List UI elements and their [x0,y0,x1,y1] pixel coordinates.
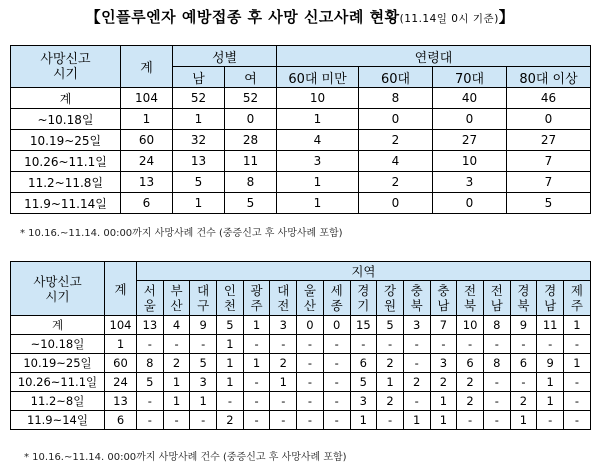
header-region-10 [403,281,430,316]
cell-value: - [457,411,484,430]
table-row [11,373,591,392]
table-row [11,109,591,130]
header-region-3 [217,281,244,316]
cell-value: - [510,335,537,354]
cell-value: 52 [173,88,225,109]
region-char: 충 [437,283,450,298]
table-row [11,411,591,430]
cell-value: - [403,392,430,411]
cell-value: - [564,411,591,430]
header-region-12 [457,281,484,316]
cell-value: - [243,373,270,392]
header-region-9 [377,281,404,316]
cell-value: 2 [359,130,433,151]
cell-value: 1 [277,193,359,214]
cell-value: - [217,392,244,411]
region-char: 경 [544,283,557,298]
header-region-0 [137,281,164,316]
table-row [11,335,591,354]
cell-value: 1 [377,373,404,392]
cell-value: 1 [430,392,457,411]
cell-value: 1 [217,335,244,354]
header-region-2 [190,281,217,316]
header-sex: 성별 [173,46,277,67]
cell-value: 7 [507,151,591,172]
cell-value: - [270,335,297,354]
row-total: 104 [105,316,137,335]
cell-value: - [297,335,324,354]
cell-value: - [483,335,510,354]
header-region-7 [323,281,350,316]
cell-value: 1 [173,193,225,214]
cell-value: 3 [277,151,359,172]
table-by-sex-age [10,45,591,214]
row-period: 11.2~8일 [11,392,105,411]
cell-value: 8 [483,316,510,335]
header-period: 사망신고 시기 [11,262,105,316]
cell-value: - [297,392,324,411]
header-region-4 [243,281,270,316]
cell-value: 2 [510,392,537,411]
header-age: 연령대 [277,46,591,67]
cell-value: 3 [190,373,217,392]
cell-value: 10 [277,88,359,109]
title-close: 】 [498,8,515,26]
region-char: 전 [464,283,477,298]
cell-value: 5 [190,354,217,373]
region-char: 산 [303,298,316,313]
region-char: 세 [330,283,343,298]
row-total: 24 [105,373,137,392]
page-title [0,6,600,27]
table-row [11,316,591,335]
cell-value: 2 [377,392,404,411]
cell-value: - [190,335,217,354]
cell-value: - [190,411,217,430]
table-row [11,392,591,411]
cell-value: 24 [121,151,173,172]
cell-value: - [243,411,270,430]
table-row [11,151,591,172]
cell-value: 0 [359,109,433,130]
region-char: 주 [570,298,583,313]
table2-note: * 10.16.~11.14. 00:00까지 사망사례 건수 (중증신고 후 사망사례 포함) [24,452,347,463]
region-char: 대 [197,283,210,298]
cell-value: - [163,411,190,430]
cell-value: - [537,335,564,354]
title-sub: (11.14일 0시 기준) [399,13,499,25]
cell-value: 0 [433,109,507,130]
region-char: 충 [410,283,423,298]
cell-value: 15 [350,316,377,335]
cell-value: - [297,354,324,373]
cell-value: 27 [507,130,591,151]
table-row [11,354,591,373]
cell-value: - [403,335,430,354]
cell-value: 6 [121,193,173,214]
header-region-1 [163,281,190,316]
cell-value: - [430,335,457,354]
cell-value: 1 [243,316,270,335]
cell-value: 1 [217,373,244,392]
cell-value: - [323,354,350,373]
region-char: 주 [250,298,263,313]
cell-value: - [564,335,591,354]
cell-value: 8 [225,172,277,193]
cell-value: 1 [430,411,457,430]
row-total: 6 [105,411,137,430]
header-region-6 [297,281,324,316]
region-char: 남 [437,298,450,313]
cell-value: - [564,373,591,392]
region-char: 경 [517,283,530,298]
region-char: 강 [383,283,397,298]
cell-value: 11 [225,151,277,172]
region-char: 인 [223,283,236,298]
table-row [11,88,591,109]
cell-value: 0 [433,193,507,214]
cell-value: - [137,411,164,430]
cell-value: - [243,392,270,411]
cell-value: - [564,392,591,411]
cell-value: 32 [173,130,225,151]
cell-value: 3 [430,354,457,373]
cell-value: 1 [403,411,430,430]
cell-value: 1 [537,392,564,411]
header-age-3: 80대 이상 [507,67,591,88]
cell-value: 28 [225,130,277,151]
cell-value: 1 [350,411,377,430]
table-row [11,172,591,193]
region-char: 부 [170,283,183,298]
cell-value: 7 [430,316,457,335]
cell-value: 1 [243,354,270,373]
header-period: 사망신고 시기 [11,46,121,88]
header-region-13 [483,281,510,316]
cell-value: - [243,335,270,354]
cell-value: 3 [270,316,297,335]
cell-value: - [510,373,537,392]
cell-value: 1 [190,392,217,411]
cell-value: - [483,392,510,411]
header-total: 계 [105,262,137,316]
cell-value: 2 [430,373,457,392]
region-char: 종 [330,298,343,313]
region-char: 경 [357,283,370,298]
cell-value: 104 [121,88,173,109]
region-char: 기 [357,298,370,313]
header-age-1: 60대 [359,67,433,88]
table-row [11,193,591,214]
cell-value: 1 [277,172,359,193]
cell-value: - [323,373,350,392]
row-total: 13 [105,392,137,411]
cell-value: 1 [163,392,190,411]
cell-value: 6 [510,354,537,373]
cell-value: 9 [537,354,564,373]
cell-value: 0 [507,109,591,130]
title-main: 【인플루엔자 예방접종 후 사망 신고사례 현황 [85,8,400,26]
cell-value: 46 [507,88,591,109]
row-period: 11.9~11.14일 [11,193,121,214]
cell-value: 52 [225,88,277,109]
region-char: 구 [197,298,210,313]
cell-value: 13 [173,151,225,172]
header-region: 지역 [137,262,591,281]
region-char: 대 [277,283,290,298]
cell-value: 1 [564,354,591,373]
cell-value: 1 [564,316,591,335]
cell-value: 11 [537,316,564,335]
cell-value: 5 [137,373,164,392]
row-total: 60 [105,354,137,373]
header-total: 계 [121,46,173,88]
cell-value: - [403,354,430,373]
cell-value: - [163,335,190,354]
cell-value: 10 [457,316,484,335]
row-total: 1 [105,335,137,354]
cell-value: 1 [121,109,173,130]
region-char: 천 [223,298,236,313]
header-region-8 [350,281,377,316]
header-region-5 [270,281,297,316]
cell-value: - [270,411,297,430]
cell-value: 0 [225,109,277,130]
cell-value: - [377,335,404,354]
cell-value: 1 [163,373,190,392]
cell-value: 9 [510,316,537,335]
header-sex-0: 남 [173,67,225,88]
cell-value: - [270,392,297,411]
cell-value: 3 [403,316,430,335]
cell-value: 6 [350,354,377,373]
cell-value: 2 [457,392,484,411]
region-char: 제 [570,283,583,298]
cell-value: 4 [163,316,190,335]
header-age-0: 60대 미만 [277,67,359,88]
cell-value: 40 [433,88,507,109]
cell-value: 3 [350,392,377,411]
cell-value: 1 [510,411,537,430]
region-char: 울 [303,283,316,298]
cell-value: - [297,373,324,392]
row-period: 10.19~25일 [11,354,105,373]
cell-value: 2 [217,411,244,430]
cell-value: 8 [137,354,164,373]
cell-value: - [483,373,510,392]
row-period: 계 [11,316,105,335]
header-region-14 [510,281,537,316]
cell-value: - [377,411,404,430]
row-period: 10.26~11.1일 [11,151,121,172]
row-period: 11.9~14일 [11,411,105,430]
header-region-11 [430,281,457,316]
cell-value: - [323,392,350,411]
region-char: 북 [517,298,530,313]
cell-value: 1 [270,373,297,392]
cell-value: 8 [483,354,510,373]
cell-value: 27 [433,130,507,151]
cell-value: 6 [457,354,484,373]
cell-value: - [323,335,350,354]
row-period: 11.2~11.8일 [11,172,121,193]
row-period: 계 [11,88,121,109]
cell-value: 1 [173,109,225,130]
cell-value: 13 [137,316,164,335]
cell-value: 2 [163,354,190,373]
cell-value: 3 [433,172,507,193]
cell-value: 2 [403,373,430,392]
cell-value: 9 [190,316,217,335]
cell-value: 1 [217,354,244,373]
cell-value: 5 [507,193,591,214]
cell-value: 7 [507,172,591,193]
cell-value: 4 [277,130,359,151]
table-by-region [10,261,591,430]
cell-value: 5 [217,316,244,335]
region-char: 남 [544,298,557,313]
region-char: 북 [464,298,477,313]
cell-value: - [457,335,484,354]
cell-value: 8 [359,88,433,109]
region-char: 남 [490,298,503,313]
region-char: 울 [143,298,156,313]
header-region-15 [537,281,564,316]
region-char: 북 [410,298,423,313]
row-period: ~10.18일 [11,335,105,354]
cell-value: 0 [297,316,324,335]
region-char: 전 [490,283,503,298]
cell-value: 0 [359,193,433,214]
cell-value: - [483,411,510,430]
cell-value: 5 [350,373,377,392]
cell-value: - [350,335,377,354]
cell-value: 4 [359,151,433,172]
header-region-16 [564,281,591,316]
region-char: 전 [277,298,290,313]
cell-value: 0 [323,316,350,335]
header-sex-1: 여 [225,67,277,88]
cell-value: 10 [433,151,507,172]
region-char: 서 [143,283,156,298]
cell-value: 2 [457,373,484,392]
cell-value: 2 [270,354,297,373]
cell-value: - [537,411,564,430]
region-char: 광 [250,283,263,298]
cell-value: 2 [359,172,433,193]
cell-value: 1 [277,109,359,130]
table-row [11,130,591,151]
cell-value: 2 [377,354,404,373]
cell-value: - [137,392,164,411]
cell-value: 5 [377,316,404,335]
header-age-2: 70대 [433,67,507,88]
cell-value: 13 [121,172,173,193]
cell-value: - [137,335,164,354]
row-period: ~10.18일 [11,109,121,130]
cell-value: - [297,411,324,430]
cell-value: 5 [173,172,225,193]
cell-value: - [323,411,350,430]
cell-value: 5 [225,193,277,214]
cell-value: 60 [121,130,173,151]
table1-note: * 10.16.~11.14. 00:00까지 사망사례 건수 (중증신고 후 사망사례 포함) [20,228,343,239]
cell-value: 1 [537,373,564,392]
row-period: 10.19~25일 [11,130,121,151]
region-char: 산 [170,298,183,313]
row-period: 10.26~11.1일 [11,373,105,392]
region-char: 원 [383,298,397,313]
